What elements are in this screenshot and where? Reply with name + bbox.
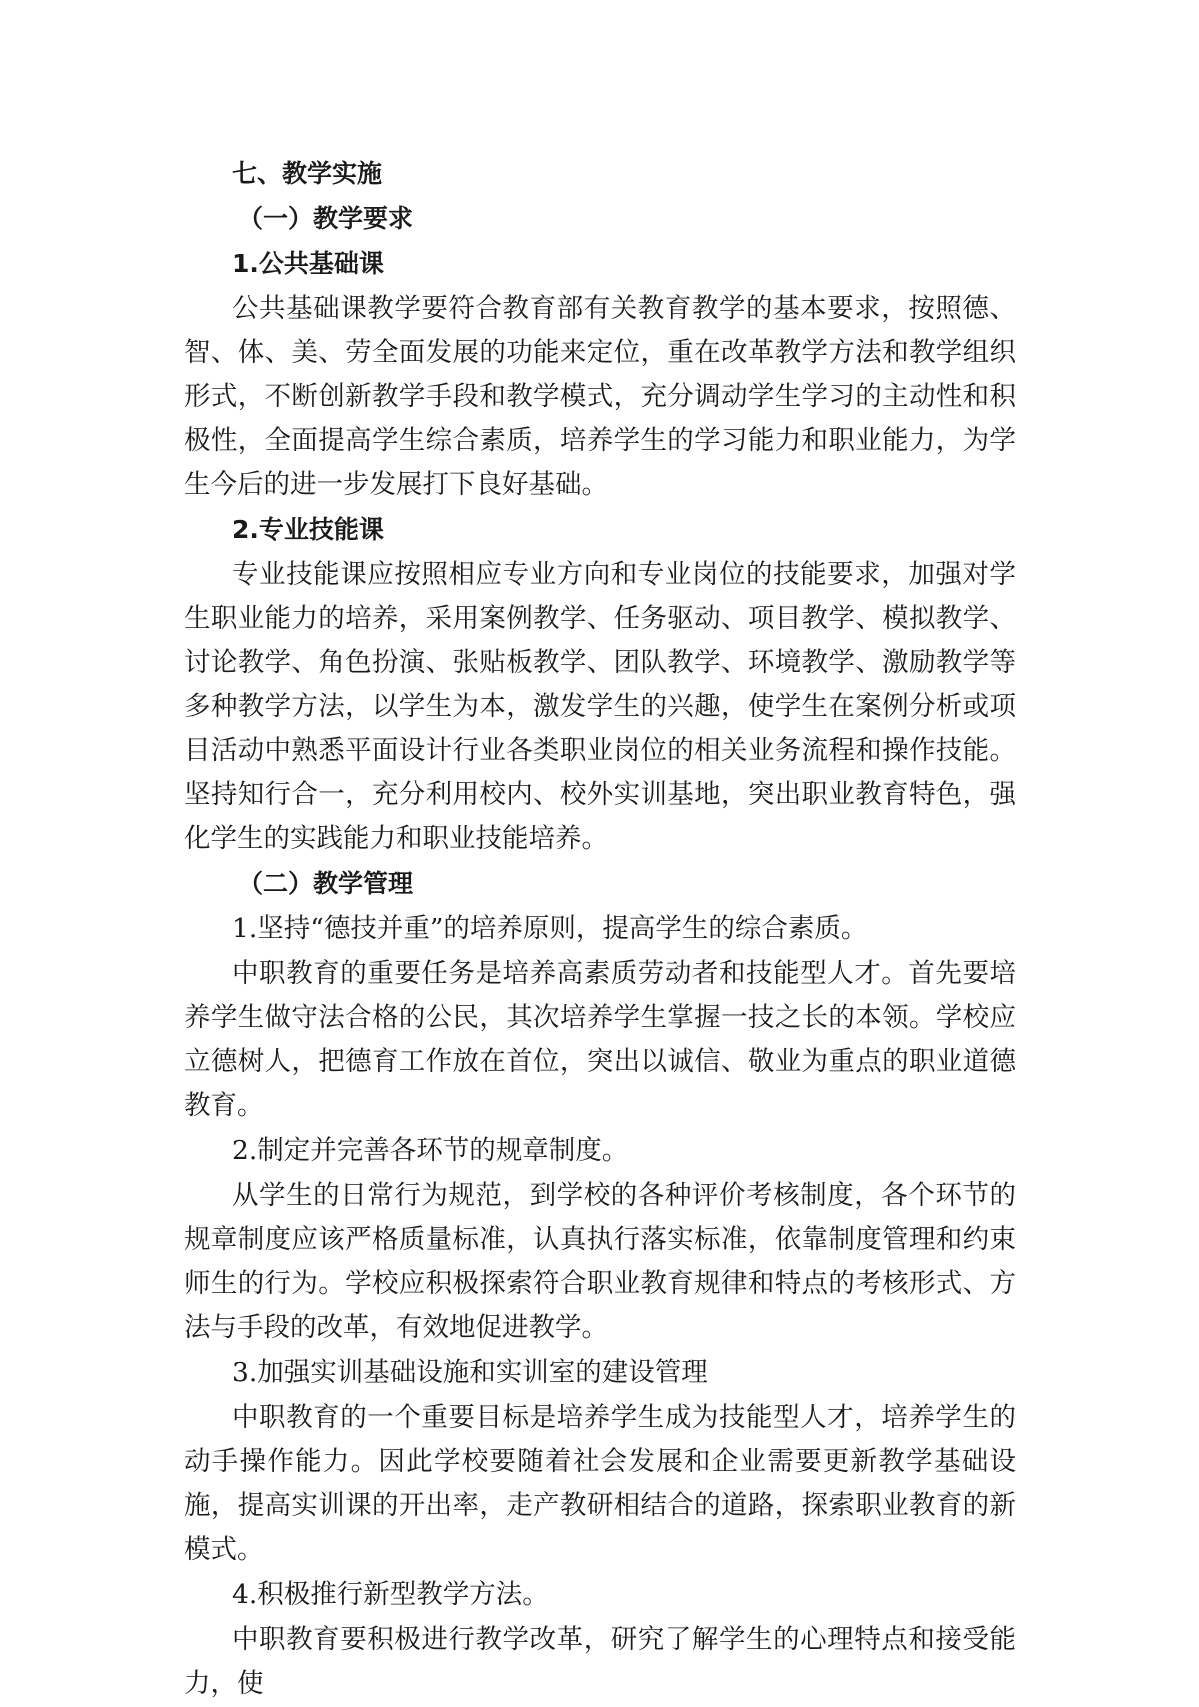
item-title-3: 3.加强实训基础设施和实训室的建设管理 — [232, 1357, 708, 1388]
item-title-2: 2.制定并完善各环节的规章制度。 — [232, 1135, 629, 1166]
paragraph-item-3: 中职教育的一个重要目标是培养学生成为技能型人才，培养学生的动手操作能力。因此学校要随着社会发展和企业需要更新教学基础设施，提高实训课的开出率，走产教研相结合的道路，探索职业教育的新模式。 — [184, 1402, 1016, 1565]
item-title-1: 1.坚持“德技并重”的培养原则，提高学生的综合素质。 — [232, 913, 868, 944]
paragraph-item-4: 中职教育要积极进行教学改革，研究了解学生的心理特点和接受能力，使 — [184, 1624, 1016, 1699]
section-heading-teaching-requirements: （一）教学要求 — [238, 204, 414, 233]
subheading-skill-courses: 2.专业技能课 — [232, 515, 384, 544]
paragraph-item-1: 中职教育的重要任务是培养高素质劳动者和技能型人才。首先要培养学生做守法合格的公民，其次培养学生掌握一技之长的本领。学校应立德树人，把德育工作放在首位，突出以诚信、敬业为重点的职业道德教育。 — [184, 958, 1016, 1121]
chapter-heading: 七、教学实施 — [232, 159, 383, 188]
paragraph-skill-courses: 专业技能课应按照相应专业方向和专业岗位的技能要求，加强对学生职业能力的培养，采用案例教学、任务驱动、项目教学、模拟教学、讨论教学、角色扮演、张贴板教学、团队教学、环境教学、激励教学等多种教学方法，以学生为本，激发学生的兴趣，使学生在案例分析或项目活动中熟悉平面设计行业各类职业岗位的相关业务流程和操作技能。坚持知行合一，充分利用校内、校外实训基地，突出职业教育特色，强化学生的实践能力和职业技能培养。 — [184, 559, 1016, 854]
section-heading-teaching-management: （二）教学管理 — [238, 869, 414, 898]
subheading-public-courses: 1.公共基础课 — [232, 249, 384, 278]
item-title-4: 4.积极推行新型教学方法。 — [232, 1579, 549, 1610]
document-page — [184, 152, 1016, 1707]
paragraph-public-courses: 公共基础课教学要符合教育部有关教育教学的基本要求，按照德、智、体、美、劳全面发展的功能来定位，重在改革教学方法和教学组织形式，不断创新教学手段和教学模式，充分调动学生学习的主动性和积极性，全面提高学生综合素质，培养学生的学习能力和职业能力，为学生今后的进一步发展打下良好基础。 — [184, 293, 1016, 500]
paragraph-item-2: 从学生的日常行为规范，到学校的各种评价考核制度，各个环节的规章制度应该严格质量标准，认真执行落实标准，依靠制度管理和约束师生的行为。学校应积极探索符合职业教育规律和特点的考核形式、方法与手段的改革，有效地促进教学。 — [184, 1180, 1016, 1343]
